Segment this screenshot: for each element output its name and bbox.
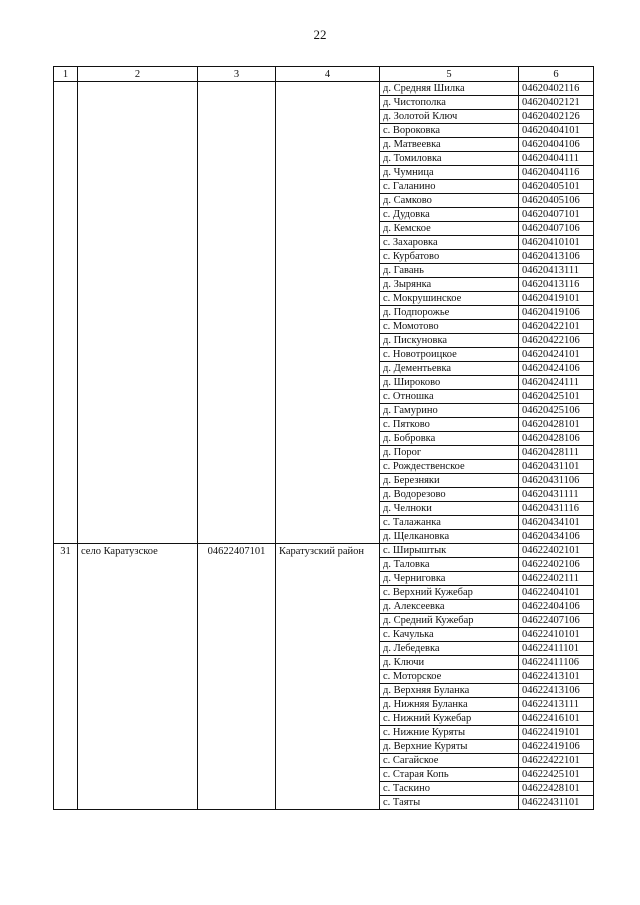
settlement-name: с. Мокрушинское (380, 292, 519, 306)
settlement-code: 04620431106 (519, 474, 594, 488)
settlement-code: 04620424106 (519, 362, 594, 376)
settlement-name: с. Дудовка (380, 208, 519, 222)
entry-number (54, 82, 78, 544)
settlement-code: 04622404106 (519, 600, 594, 614)
settlement-code: 04620419101 (519, 292, 594, 306)
settlement-code: 04620405106 (519, 194, 594, 208)
settlement-name: д. Щелкановка (380, 530, 519, 544)
settlement-name: д. Гамурино (380, 404, 519, 418)
entry-number: 31 (54, 544, 78, 810)
settlement-name: д. Нижняя Буланка (380, 698, 519, 712)
settlement-code: 04622410101 (519, 628, 594, 642)
settlement-code: 04620431101 (519, 460, 594, 474)
settlement-name: д. Кемское (380, 222, 519, 236)
settlement-name: д. Средний Кужебар (380, 614, 519, 628)
column-header: 1 (54, 67, 78, 82)
settlement-name: с. Нижние Куряты (380, 726, 519, 740)
settlement-name: с. Момотово (380, 320, 519, 334)
district-name: Каратузский район (276, 544, 380, 810)
municipality-code (198, 82, 276, 544)
settlement-code: 04622419101 (519, 726, 594, 740)
settlement-name: с. Курбатово (380, 250, 519, 264)
settlement-name: д. Золотой Ключ (380, 110, 519, 124)
settlement-code: 04620410101 (519, 236, 594, 250)
settlement-name: д. Средняя Шилка (380, 82, 519, 96)
settlement-name: д. Самково (380, 194, 519, 208)
settlement-code: 04620422101 (519, 320, 594, 334)
settlement-name: с. Талажанка (380, 516, 519, 530)
settlement-code: 04622413106 (519, 684, 594, 698)
settlement-name: д. Зырянка (380, 278, 519, 292)
settlement-code: 04620407101 (519, 208, 594, 222)
settlement-code: 04622411106 (519, 656, 594, 670)
settlement-name: с. Качулька (380, 628, 519, 642)
settlement-code: 04620424111 (519, 376, 594, 390)
settlement-code: 04622402111 (519, 572, 594, 586)
settlement-name: с. Верхний Кужебар (380, 586, 519, 600)
settlement-code: 04622402106 (519, 558, 594, 572)
column-header: 5 (380, 67, 519, 82)
table-row (54, 82, 594, 96)
settlement-code: 04620425106 (519, 404, 594, 418)
settlement-name: д. Верхние Куряты (380, 740, 519, 754)
column-header: 2 (78, 67, 198, 82)
settlement-code: 04620424101 (519, 348, 594, 362)
settlement-name: д. Таловка (380, 558, 519, 572)
settlement-code: 04622413101 (519, 670, 594, 684)
settlement-name: д. Чумница (380, 166, 519, 180)
settlement-code: 04620404116 (519, 166, 594, 180)
settlement-name: д. Чистополка (380, 96, 519, 110)
settlement-code: 04620413116 (519, 278, 594, 292)
settlement-code: 04620402126 (519, 110, 594, 124)
settlement-code: 04622416101 (519, 712, 594, 726)
page-number: 22 (313, 27, 327, 42)
settlement-name: д. Бобровка (380, 432, 519, 446)
settlement-code: 04620434101 (519, 516, 594, 530)
settlement-name: д. Верхняя Буланка (380, 684, 519, 698)
settlement-code: 04622419106 (519, 740, 594, 754)
settlement-name: с. Ширыштык (380, 544, 519, 558)
column-header: 6 (519, 67, 594, 82)
settlement-name: д. Дементьевка (380, 362, 519, 376)
settlement-name: д. Челноки (380, 502, 519, 516)
settlement-name: д. Водорезово (380, 488, 519, 502)
district-name (276, 82, 380, 544)
column-header: 3 (198, 67, 276, 82)
settlement-code: 04620402116 (519, 82, 594, 96)
settlement-code: 04622411101 (519, 642, 594, 656)
settlement-code: 04620425101 (519, 390, 594, 404)
settlement-code: 04620413106 (519, 250, 594, 264)
municipality-name (78, 82, 198, 544)
settlement-code: 04620431111 (519, 488, 594, 502)
settlement-name: д. Березняки (380, 474, 519, 488)
municipality-name: село Каратузское (78, 544, 198, 810)
settlement-code: 04622425101 (519, 768, 594, 782)
settlement-name: д. Подпорожье (380, 306, 519, 320)
settlement-code: 04620405101 (519, 180, 594, 194)
settlement-code: 04622431101 (519, 796, 594, 810)
settlement-name: с. Сагайское (380, 754, 519, 768)
settlement-name: с. Старая Копь (380, 768, 519, 782)
settlement-code: 04620434106 (519, 530, 594, 544)
settlement-code: 04620404106 (519, 138, 594, 152)
settlement-code: 04622404101 (519, 586, 594, 600)
settlement-name: д. Гавань (380, 264, 519, 278)
settlement-code: 04620402121 (519, 96, 594, 110)
settlement-name: с. Галанино (380, 180, 519, 194)
settlement-name: д. Лебедевка (380, 642, 519, 656)
settlement-code: 04622407106 (519, 614, 594, 628)
settlement-name: д. Черниговка (380, 572, 519, 586)
settlement-code: 04622428101 (519, 782, 594, 796)
settlement-code: 04620428106 (519, 432, 594, 446)
settlement-name: д. Томиловка (380, 152, 519, 166)
settlement-code: 04622402101 (519, 544, 594, 558)
settlement-name: д. Алексеевка (380, 600, 519, 614)
settlement-name: с. Таяты (380, 796, 519, 810)
settlement-code: 04620404111 (519, 152, 594, 166)
settlement-code: 04620422106 (519, 334, 594, 348)
settlement-name: д. Порог (380, 446, 519, 460)
settlement-registry-table (53, 66, 594, 810)
settlement-name: с. Таскино (380, 782, 519, 796)
settlement-name: с. Вороковка (380, 124, 519, 138)
settlement-code: 04620431116 (519, 502, 594, 516)
settlement-code: 04620428111 (519, 446, 594, 460)
settlement-name: с. Нижний Кужебар (380, 712, 519, 726)
municipality-code: 04622407101 (198, 544, 276, 810)
settlement-name: с. Новотроицкое (380, 348, 519, 362)
settlement-name: д. Ключи (380, 656, 519, 670)
settlement-code: 04620428101 (519, 418, 594, 432)
table-row (54, 544, 594, 558)
settlement-name: д. Широково (380, 376, 519, 390)
settlement-name: с. Моторское (380, 670, 519, 684)
settlement-name: д. Матвеевка (380, 138, 519, 152)
settlement-code: 04620413111 (519, 264, 594, 278)
settlement-name: с. Пятково (380, 418, 519, 432)
registry-body (54, 82, 594, 810)
settlement-name: д. Пискуновка (380, 334, 519, 348)
settlement-code: 04622422101 (519, 754, 594, 768)
settlement-name: с. Захаровка (380, 236, 519, 250)
column-number-row (54, 67, 594, 82)
settlement-code: 04620407106 (519, 222, 594, 236)
column-header: 4 (276, 67, 380, 82)
settlement-code: 04622413111 (519, 698, 594, 712)
settlement-name: с. Отношка (380, 390, 519, 404)
settlement-name: с. Рождественское (380, 460, 519, 474)
settlement-code: 04620419106 (519, 306, 594, 320)
settlement-code: 04620404101 (519, 124, 594, 138)
